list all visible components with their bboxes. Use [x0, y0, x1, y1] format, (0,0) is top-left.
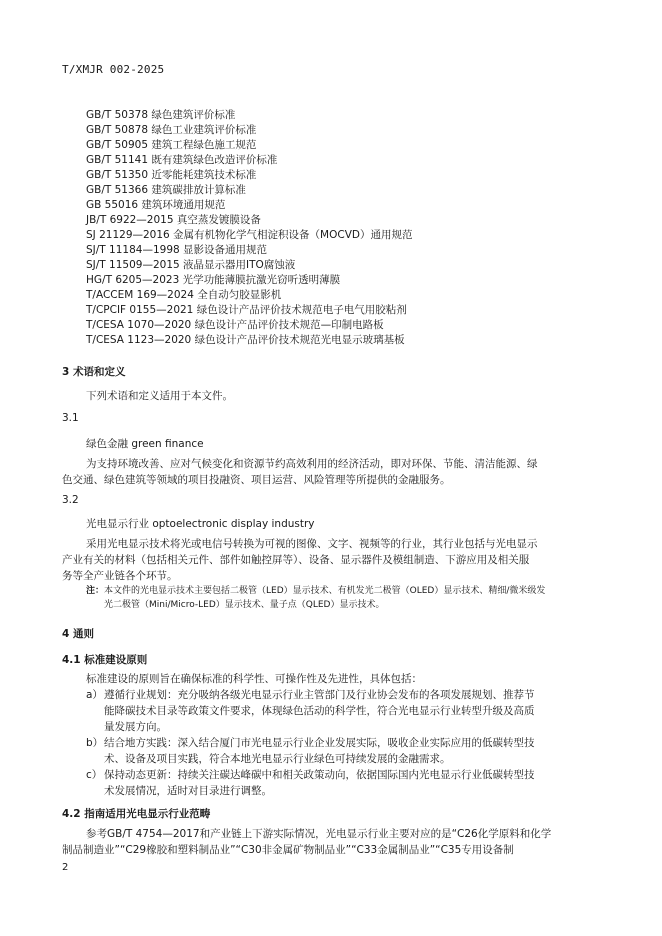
term-3-2-number: 3.2 [62, 494, 79, 506]
list-item-line: 能降碳技术目录等政策文件要求，体现绿色活动的科学性，符合光电显示行业转型升级及高质 [104, 705, 535, 717]
section-4-2-heading: 4.2 指南适用光电显示行业范畴 [62, 808, 211, 820]
list-item-line: 量发展方向。 [104, 721, 167, 733]
list-item-label: c） [86, 769, 103, 781]
term-3-2-definition-line: 采用光电显示技术将光或电信号转换为可视的图像、文字、视频等的行业，其行业包括与光电显示 [86, 538, 538, 550]
document-id-header: T/XMJR 002-2025 [62, 63, 165, 76]
section-3-heading: 3 术语和定义 [62, 366, 126, 378]
section-3-intro: 下列术语和定义适用于本文件。 [86, 390, 233, 402]
list-item-label: a） [86, 689, 103, 701]
reference-item: GB/T 50878 绿色工业建筑评价标准 [86, 124, 257, 136]
list-item-line: 结合地方实践：深入结合厦门市光电显示行业企业发展实际，吸收企业实际应用的低碳转型技 [104, 737, 535, 749]
reference-item: GB/T 50378 绿色建筑评价标准 [86, 109, 236, 121]
reference-item: SJ/T 11184—1998 显影设备通用规范 [86, 244, 268, 256]
reference-item: SJ 21129—2016 金属有机物化学气相淀积设备（MOCVD）通用规范 [86, 229, 413, 241]
reference-item: GB/T 51366 建筑碳排放计算标准 [86, 184, 246, 196]
section-4-heading: 4 通则 [62, 628, 94, 640]
reference-item: GB/T 51350 近零能耗建筑技术标准 [86, 169, 257, 181]
reference-item: T/ACCEM 169—2024 全自动匀胶显影机 [86, 289, 282, 301]
reference-item: GB 55016 建筑环境通用规范 [86, 199, 226, 211]
list-item-line: 术发展情况，适时对目录进行调整。 [104, 785, 272, 797]
term-3-2-title: 光电显示行业 optoelectronic display industry [86, 518, 315, 530]
section-4-1-heading: 4.1 标准建设原则 [62, 654, 148, 666]
reference-item: T/CPCIF 0155—2021 绿色设计产品评价技术规范电子电气用胶粘剂 [86, 304, 407, 316]
section-4-2-paragraph-line: 参考GB/T 4754—2017和产业链上下游实际情况，光电显示行业主要对应的是“C26化学原料和化学 [86, 828, 552, 840]
reference-item: GB/T 51141 既有建筑绿色改造评价标准 [86, 154, 278, 166]
page-number: 2 [62, 862, 69, 873]
term-3-1-number: 3.1 [62, 412, 79, 424]
note-text-line: 本文件的光电显示技术主要包括二极管（LED）显示技术、有机发光二极管（OLED）显示技术、精细/微米级发 [104, 586, 546, 596]
section-4-1-intro: 标准建设的原则旨在确保标准的科学性、可操作性及先进性，具体包括： [86, 673, 422, 685]
reference-item: JB/T 6922—2015 真空蒸发镀膜设备 [86, 214, 261, 226]
term-3-1-definition-line: 色交通、绿色建筑等领域的项目投融资、项目运营、风险管理等所提供的金融服务。 [62, 474, 451, 486]
term-3-1-title: 绿色金融 green finance [86, 438, 204, 450]
reference-item: GB/T 50905 建筑工程绿色施工规范 [86, 139, 257, 151]
term-3-2-definition-line: 务等全产业链各个环节。 [62, 570, 178, 582]
term-3-1-definition-line: 为支持环境改善、应对气候变化和资源节约高效利用的经济活动，即对环保、节能、清洁能源、绿 [86, 458, 538, 470]
section-4-2-paragraph-line: 制品制造业”“C29橡胶和塑料制品业”“C30非金属矿物制品业”“C33金属制品业”“C35专用设备制 [62, 844, 514, 856]
note-label: 注： [86, 586, 105, 596]
reference-item: T/CESA 1123—2020 绿色设计产品评价技术规范光电显示玻璃基板 [86, 334, 405, 346]
list-item-line: 遵循行业规划：充分吸纳各级光电显示行业主管部门及行业协会发布的各项发展规划、推荐节 [104, 689, 535, 701]
term-3-2-definition-line: 产业有关的材料（包括相关元件、部件如触控屏等）、设备、显示器件及模组制造、下游应用及相关服 [62, 554, 530, 566]
reference-item: HG/T 6205—2023 光学功能薄膜抗激光窃听透明薄膜 [86, 274, 341, 286]
list-item-line: 保持动态更新：持续关注碳达峰碳中和相关政策动向，依据国际国内光电显示行业低碳转型技 [104, 769, 535, 781]
note-text-line: 光二极管（Mini/Micro-LED）显示技术、量子点（QLED）显示技术。 [104, 600, 385, 610]
list-item-line: 术、设备及项目实践，符合本地光电显示行业绿色可持续发展的金融需求。 [104, 753, 451, 765]
reference-item: T/CESA 1070—2020 绿色设计产品评价技术规范—印制电路板 [86, 319, 384, 331]
reference-item: SJ/T 11509—2015 液晶显示器用ITO腐蚀液 [86, 259, 296, 271]
list-item-label: b） [86, 737, 104, 749]
